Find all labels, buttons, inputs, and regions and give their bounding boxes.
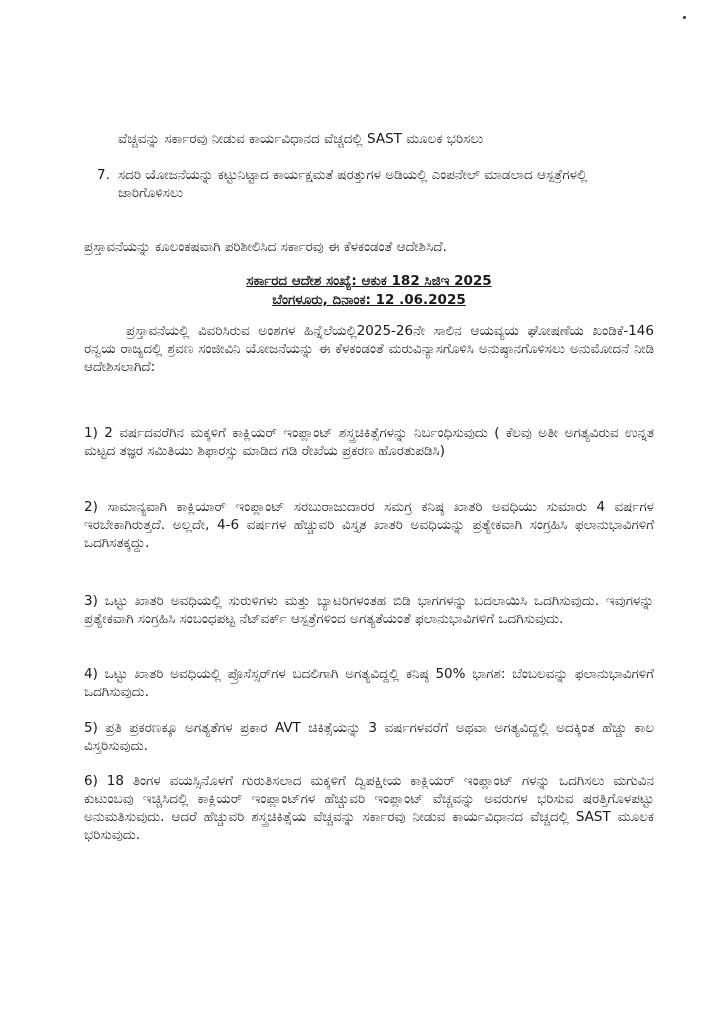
list-item-text: ಸದರಿ ಯೋಜನೆಯನ್ನು ಕಟ್ಟುನಿಟ್ಟಾದ ಕಾರ್ಯಕ್ಷಮತೆ ಷರತ್ತುಗಳ ಅಡಿಯಲ್ಲಿ ಎಂಪನೇಲ್ ಮಾಡಲಾದ ಆಸ್ಪತ್ರೆಗಳಲ್ಲಿ ಜಾರಿಗೊಳಿಸಲು xyxy=(118,167,588,201)
order-date: ಬೆಂಗಳೂರು, ದಿನಾಂಕ: 12 .06.2025 xyxy=(272,292,466,308)
order-point-2: 2) ಸಾಮಾನ್ಯವಾಗಿ ಕಾಕ್ಲಿಯಾರ್ ಇಂಪ್ಲಾಂಟ್ ಸರಬುರಾಜುದಾರರ ಸಮಗ್ರ ಕನಿಷ್ಠ ಖಾತರಿ ಅವಧಿಯು ಸುಮಾರು 4 ವರ್ಷಗಳ ಇರಬೇಕಾಗಿರುತ್ತದೆ. ಅಲ್ಲದೇ, 4-6 ವರ್ಷಗಳ ಹೆಚ್ಚುವರಿ ವಿಸ್ತೃತ ಖಾತರಿ ಅವಧಿಯನ್ನು ಪ್ರತ್ಯೇಕವಾಗಿ ಸಂಗ್ರಹಿಸಿ ಫಲಾನುಭಾವಿಗಳಿಗೆ ಒದಗಿಸತಕ್ಕದ್ದು. xyxy=(84,499,654,551)
order-number: ಸರ್ಕಾರದ ಆದೇಶ ಸಂಖ್ಯೆ: ಆಕುಕ 182 ಸಿಜಿಇ 2025 xyxy=(246,273,492,289)
order-point-4: 4) ಒಟ್ಟು ಖಾತರಿ ಅವಧಿಯಲ್ಲಿ ಪ್ರೊಸೆಸ್ಸರ್‌ಗಳ ಬದಲಿಗಾಗಿ ಅಗತ್ಯವಿದ್ದಲ್ಲಿ ಕನಿಷ್ಠ 50% ಭಾಗಶ: ಬೆಂಬಲವನ್ನು ಫಲಾನುಭಾವಿಗಳಿಗೆ ಒದಗಿಸುವುದು. xyxy=(84,666,654,700)
order-point-5: 5) ಪ್ರತಿ ಪ್ರಕರಣಕ್ಕೂ ಅಗತ್ಯತೆಗಳ ಪ್ರಕಾರ AVT ಚಿಕಿತ್ಸೆಯನ್ನು 3 ವರ್ಷಗಳವರೆಗೆ ಅಥವಾ ಅಗತ್ಯವಿದ್ದಲ್ಲಿ ಅದಕ್ಕಿಂತ ಹೆಚ್ಚು ಕಾಲ ವಿಸ್ತರಿಸುವುದು. xyxy=(84,720,654,754)
order-point-3: 3) ಒಟ್ಟು ಖಾತರಿ ಅವಧಿಯಲ್ಲಿ ಸುರುಳಿಗಳು ಮತ್ತು ಬ್ಯಾಟರಿಗಳಂತಹ ಬಿಡಿ ಭಾಗಗಳನ್ನು ಬದಲಾಯಿಸಿ ಒದಗಿಸುವುದು. ಇವುಗಳನ್ನು ಪ್ರತ್ಯೇಕವಾಗಿ ಸಂಗ್ರಹಿಸಿ ಸಂಬಂಧಪಟ್ಟ ನೆಟ್‌ವರ್ಕ್ ಆಸ್ಪತ್ರೆಗಳಿಂದ ಅಗತ್ಯತೆಯಂತೆ ಫಲಾನುಭಾವಿಗಳಿಗೆ ಒದಗಿಸುವುದು. xyxy=(84,593,654,627)
scan-speck xyxy=(683,16,686,19)
main-paragraph: ಪ್ರಸ್ತಾವನೆಯಲ್ಲಿ ವಿವರಿಸಿರುವ ಅಂಶಗಳ ಹಿನ್ನೆಲೆಯಲ್ಲಿ2025-26ನೇ ಸಾಲಿನ ಆಯವ್ಯಯ ಘೋಷಣೆಯ ಖಂಡಿಕೆ-146 ರನ್ವಯ ರಾಜ್ಯದಲ್ಲಿ ಶ್ರವಣ ಸಂಜೀವಿನಿ ಯೋಜನೆಯನ್ನು ಈ ಕೆಳಕಂಡಂತೆ ಮರುವಿನ್ಯಾಸಗೊಳಿಸಿ ಅನುಷ್ಠಾನಗೊಳಿಸಲು ಅನುಮೋದನೆ ನೀಡಿ ಆದೇಶಿಸಲಾಗಿದೆ: xyxy=(84,323,654,375)
order-heading xyxy=(84,272,654,310)
intro-sentence: ಪ್ರಸ್ತಾವನೆಯನ್ನು ಕೂಲಂಕಷವಾಗಿ ಪರಿಶೀಲಿಸಿದ ಸರ್ಕಾರವು ಈ ಕೆಳಕಂಡಂತೆ ಆದೇಶಿಸಿದೆ. xyxy=(84,239,447,255)
order-point-6: 6) 18 ತಿಂಗಳ ವಯಸ್ಸಿನೊಳಗೆ ಗುರುತಿಸಲಾದ ಮಕ್ಕಳಿಗೆ ದ್ವಿಪಕ್ಷೀಯ ಕಾಕ್ಲಿಯರ್ ಇಂಪ್ಲಾಂಟ್ ಗಳನ್ನು ಒದಗಿಸಲು ಮಗುವಿನ ಕುಟುಂಬವು ಇಚ್ಚಿಸಿದಲ್ಲಿ ಕಾಕ್ಲಿಯರ್ ಇಂಪ್ಲಾಂಟ್‌ಗಳ ಹೆಚ್ಚುವರಿ ಇಂಪ್ಲಾಂಟ್ ವೆಚ್ಚವನ್ನು ಅವರುಗಳ ಭರಿಸುವ ಷರತ್ತಿಗೊಳಪಟ್ಟು ಅನುಮತಿಸುವುದು. ಆದರೆ ಹೆಚ್ಚುವರಿ ಶಸ್ತ್ರಚಿಕಿತ್ಸೆಯ ವೆಚ್ಚವನ್ನು ಸರ್ಕಾರವು ನೀಡುವ ಕಾರ್ಯವಿಧಾನದ ವೆಚ್ಚದಲ್ಲಿ SAST ಮೂಲಕ ಭರಿಸುವುದು. xyxy=(84,773,654,843)
list-item-number: 7. xyxy=(97,167,110,183)
list-item-7 xyxy=(97,166,652,202)
continuation-text: ವೆಚ್ಚವನ್ನು ಸರ್ಕಾರವು ನೀಡುವ ಕಾರ್ಯವಿಧಾನದ ವೆಚ್ಚದಲ್ಲಿ SAST ಮೂಲಕ ಭರಿಸಲು xyxy=(118,131,484,147)
order-point-1: 1) 2 ವರ್ಷದವರೆಗಿನ ಮಕ್ಕಳಿಗೆ ಕಾಕ್ಲಿಯರ್ ಇಂಪ್ಲಾಂಟ್ ಶಸ್ತ್ರಚಿಕಿತ್ಸೆಗಳನ್ನು ನಿರ್ಬಂಧಿಸುವುದು ( ಕೆಲವು ಅತೀ ಅಗತ್ಯವಿರುವ ಉನ್ನತ ಮಟ್ಟದ ತಜ್ಞರ ಸಮಿತಿಯು ಶಿಫಾರಸ್ಸು ಮಾಡಿದ ಗಡಿ ರೇಖೆಯ ಪ್ರಕರಣ ಹೊರತುಪಡಿಸಿ) xyxy=(84,425,654,459)
